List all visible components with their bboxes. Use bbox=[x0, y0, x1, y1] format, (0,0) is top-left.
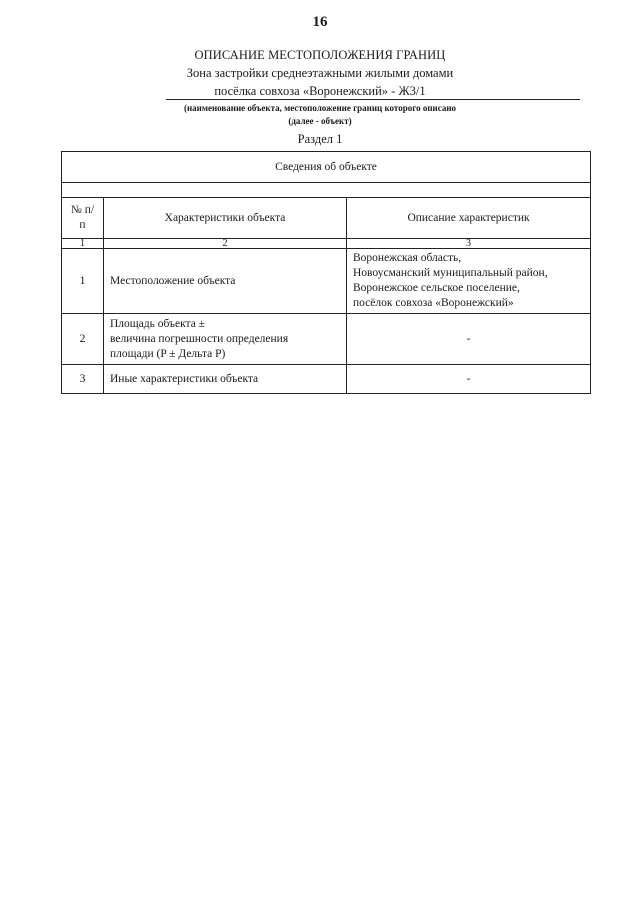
object-name-line-1: Зона застройки среднеэтажными жилыми домами bbox=[186, 66, 454, 80]
table-row bbox=[62, 365, 591, 394]
row-characteristic: Местоположение объекта bbox=[104, 249, 347, 314]
characteristic-line: величина погрешности определения bbox=[110, 332, 289, 345]
table-row bbox=[62, 249, 591, 314]
object-name-line-2: посёлка совхоза «Воронежский» - Ж3/1 bbox=[214, 84, 426, 98]
row-description bbox=[347, 249, 591, 314]
row-number: 3 bbox=[62, 365, 104, 394]
row-characteristic bbox=[104, 314, 347, 365]
object-info-table bbox=[61, 151, 591, 394]
row-characteristic: Иные характеристики объекта bbox=[104, 365, 347, 394]
row-description: - bbox=[347, 365, 591, 394]
description-line: Воронежское сельское поселение, bbox=[353, 282, 520, 294]
description-line: Воронежская область, bbox=[353, 252, 462, 264]
table-header-row bbox=[62, 152, 591, 183]
table-spacer-row bbox=[62, 183, 591, 198]
table-row bbox=[62, 314, 591, 365]
row-number: 2 bbox=[62, 314, 104, 365]
description-line: Новоусманский муниципальный район, bbox=[353, 267, 548, 279]
column-number: 1 bbox=[62, 239, 104, 249]
caption-line-1: (наименование объекта, местоположение границ которого описано bbox=[183, 103, 457, 113]
characteristic-line: Площадь объекта ± bbox=[110, 317, 205, 330]
row-number: 1 bbox=[62, 249, 104, 314]
column-header-num: № п/п bbox=[62, 198, 104, 239]
table-header: Сведения об объекте bbox=[62, 152, 591, 183]
document-title: ОПИСАНИЕ МЕСТОПОЛОЖЕНИЯ ГРАНИЦ bbox=[194, 48, 446, 62]
row-description: - bbox=[347, 314, 591, 365]
underline-rule bbox=[166, 99, 580, 100]
column-number: 3 bbox=[347, 239, 591, 249]
section-label: Раздел 1 bbox=[297, 132, 343, 146]
page-number: 16 bbox=[312, 14, 328, 30]
characteristic-line: площади (P ± Дельта P) bbox=[110, 347, 226, 360]
column-header-description: Описание характеристик bbox=[347, 198, 591, 239]
column-number: 2 bbox=[104, 239, 347, 249]
column-headers-row bbox=[62, 198, 591, 239]
column-numbers-row bbox=[62, 239, 591, 249]
column-header-characteristic: Характеристики объекта bbox=[104, 198, 347, 239]
description-line: посёлок совхоза «Воронежский» bbox=[353, 297, 514, 309]
caption-line-2: (далее - объект) bbox=[288, 116, 352, 126]
table-spacer bbox=[62, 183, 591, 198]
